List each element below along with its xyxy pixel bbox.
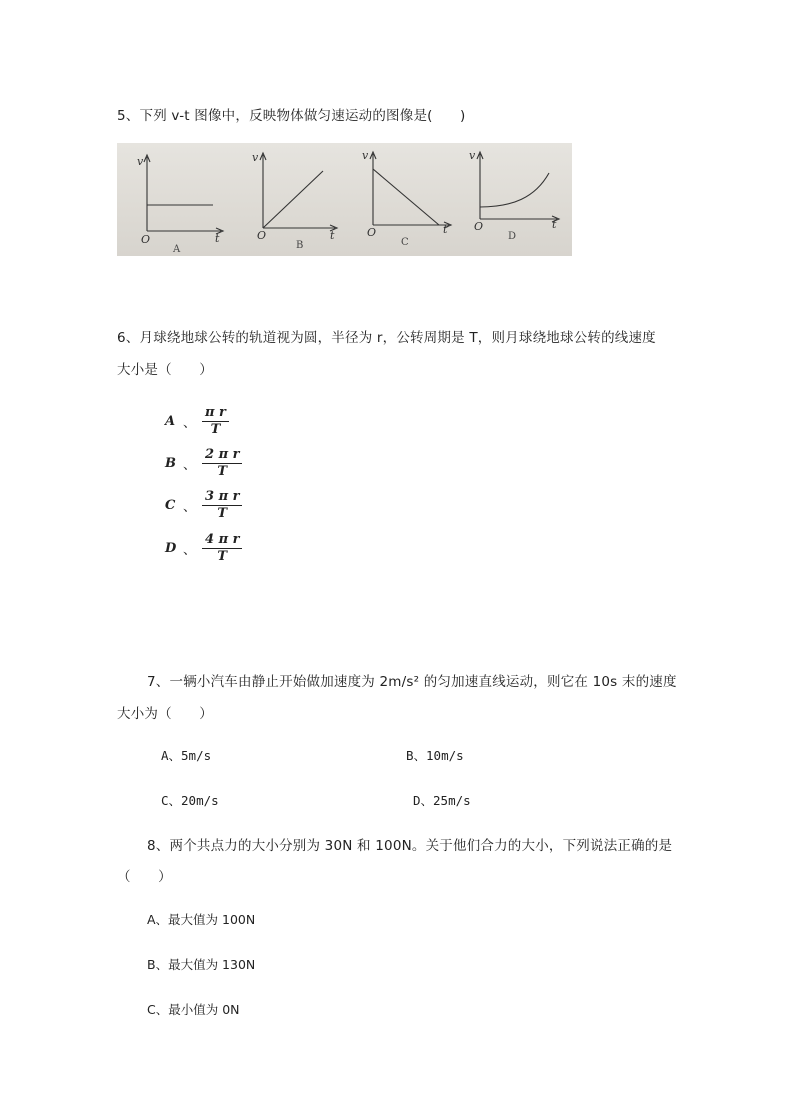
q6-option-b-fraction: [202, 447, 242, 480]
graph-c-origin: O: [367, 226, 377, 239]
graph-a-t-label: t: [215, 232, 220, 245]
q6-option-c-numerator: 3 π r: [202, 489, 242, 506]
q6-option-a-sep: 、: [183, 416, 197, 431]
q6-option-a-numerator: π r: [202, 405, 229, 422]
q5-graphs-svg: [117, 143, 572, 256]
graph-c-v-label: v: [362, 149, 369, 162]
q6-option-d-denominator: T: [217, 549, 228, 564]
q6-stem-line1: 6、月球绕地球公转的轨道视为圆，半径为 r，公转周期是 T，则月球绕地球公转的线速度: [117, 330, 656, 346]
q8-option-a[interactable]: A、最大值为 100N: [147, 912, 256, 927]
q6-option-a[interactable]: [165, 405, 229, 438]
q5-graphs-figure: [117, 143, 572, 256]
q8-stem-line2: （ ）: [117, 869, 172, 885]
q6-option-a-denominator: T: [210, 422, 221, 437]
q7-option-a[interactable]: A、5m/s: [161, 748, 212, 763]
graph-d-curve: [480, 173, 549, 207]
graph-d-v-label: v: [469, 149, 476, 162]
q8-option-c[interactable]: C、最小值为 0N: [147, 1002, 240, 1017]
graph-a-v-label: v: [137, 155, 144, 168]
graph-a-caption: A: [173, 244, 181, 255]
graph-b-t-label: t: [330, 229, 335, 242]
q6-stem-line2: 大小是（ ）: [117, 362, 213, 378]
q6-option-b-letter: B: [165, 456, 176, 471]
q8-stem-line1: 8、两个共点力的大小分别为 30N 和 100N。关于他们合力的大小，下列说法正确的是: [147, 838, 673, 854]
graph-c-curve: [373, 169, 439, 225]
q8-option-b[interactable]: B、最大值为 130N: [147, 957, 256, 972]
graph-b-curve: [263, 171, 323, 228]
graph-a-origin: O: [141, 233, 151, 246]
q6-option-b-denominator: T: [217, 464, 228, 479]
q6-option-a-letter: A: [165, 414, 176, 429]
q6-option-a-fraction: [202, 405, 229, 438]
graph-c-caption: C: [401, 237, 409, 248]
q7-option-b[interactable]: B、10m/s: [406, 748, 464, 763]
q6-option-d-letter: D: [165, 541, 177, 556]
q6-option-d-sep: 、: [183, 543, 197, 558]
graph-b-v-label: v: [252, 151, 259, 164]
q6-option-c-sep: 、: [183, 500, 197, 515]
q6-option-c-denominator: T: [217, 506, 228, 521]
graph-d-caption: D: [508, 231, 517, 242]
q7-option-d[interactable]: D、25m/s: [413, 793, 471, 808]
q6-option-c[interactable]: [165, 489, 242, 522]
graph-b-caption: B: [296, 240, 304, 251]
q7-stem-line2: 大小为（ ）: [117, 706, 213, 722]
q6-option-b-sep: 、: [183, 458, 197, 473]
q6-option-b[interactable]: [165, 447, 242, 480]
q6-option-d-numerator: 4 π r: [202, 532, 242, 549]
graph-d-t-label: t: [552, 218, 557, 231]
q5-stem: 5、下列 v-t 图像中，反映物体做匀速运动的图像是( ): [117, 108, 466, 124]
q6-option-c-fraction: [202, 489, 242, 522]
q6-option-c-letter: C: [165, 498, 176, 513]
graph-c-t-label: t: [443, 223, 448, 236]
graph-b-origin: O: [257, 229, 267, 242]
q6-option-d-fraction: [202, 532, 242, 565]
graph-d-origin: O: [474, 220, 484, 233]
q6-option-b-numerator: 2 π r: [202, 447, 242, 464]
q7-stem-line1: 7、一辆小汽车由静止开始做加速度为 2m/s² 的匀加速直线运动，则它在 10s 末的速度: [147, 674, 677, 690]
q6-option-d[interactable]: [165, 532, 242, 565]
q7-option-c[interactable]: C、20m/s: [161, 793, 219, 808]
